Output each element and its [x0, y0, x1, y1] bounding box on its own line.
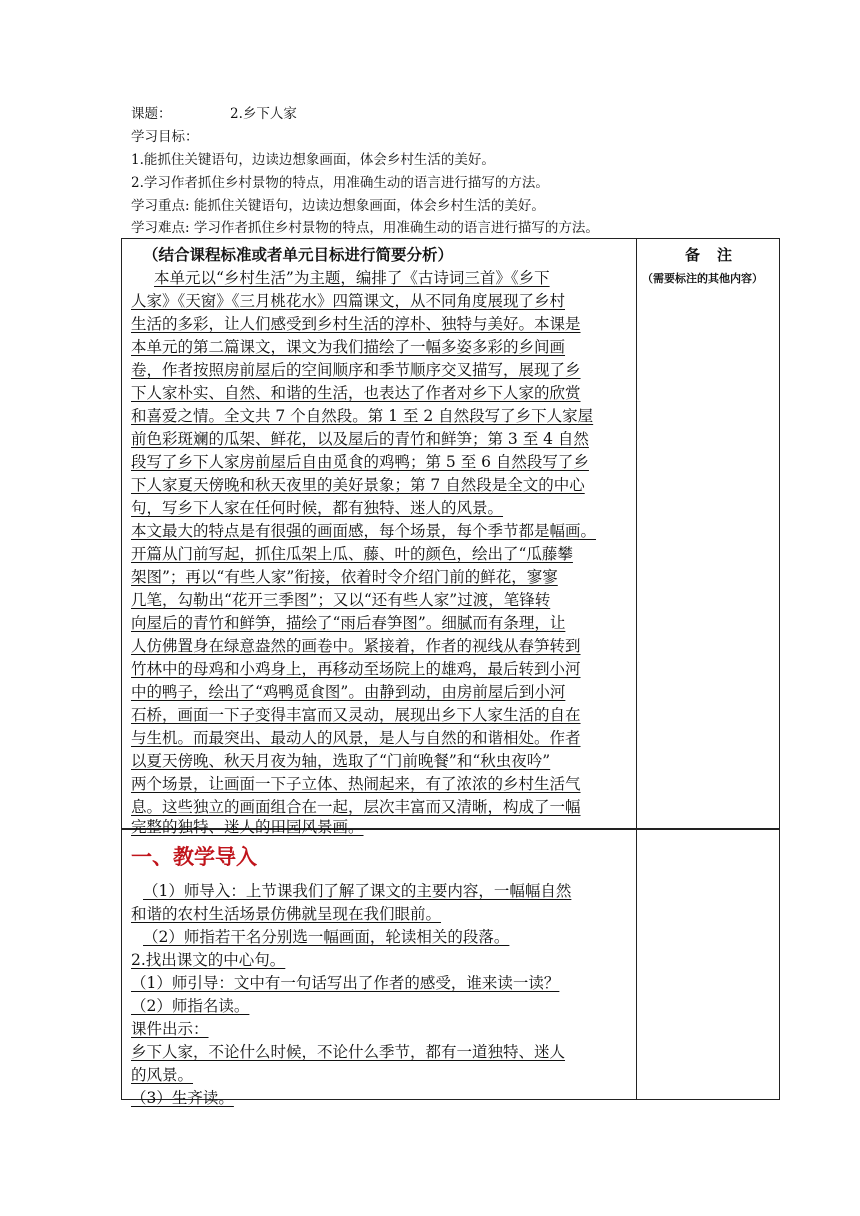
analysis-line: 本文最大的特点是有很强的画面感，每个场景，每个季节都是幅画。	[131, 522, 597, 540]
analysis-line: 生活的多彩，让人们感受到乡村生活的淳朴、独特与美好。本课是	[131, 315, 581, 333]
analysis-line: 句，写乡下人家在任何时候，都有独特、迷人的风景。	[131, 499, 504, 517]
analysis-line: 向屋后的青竹和鲜笋，描绘了“雨后春笋图”。细腻而有条理，让	[131, 614, 566, 632]
analysis-line: 开篇从门前写起，抓住瓜架上瓜、藤、叶的颜色，绘出了“瓜藤攀	[131, 545, 573, 563]
intro-line: 的风景。	[131, 1066, 194, 1084]
analysis-line: 与生机。而最突出、最动人的风景，是人与自然的和谐相处。作者	[131, 729, 581, 747]
difficulty: 学习难点: 学习作者抓住乡村景物的特点，用准确生动的语言进行描写的方法。	[131, 220, 599, 236]
analysis-line: 人仿佛置身在绿意盎然的画卷中。紧接着，作者的视线从春笋转到	[131, 637, 581, 655]
intro-line: （2）师指若干名分别选一幅画面，轮读相关的段落。	[143, 928, 510, 946]
intro-line: （1）师导入：上节课我们了解了课文的主要内容，一幅幅自然	[143, 882, 572, 900]
analysis-line: 架图”；再以“有些人家”衔接，依着时令介绍门前的鲜花，寥寥	[131, 568, 558, 586]
topic-value: 2.乡下人家	[230, 106, 297, 122]
intro-line: 2.找出课文的中心句。	[131, 951, 286, 969]
analysis-line: 石桥，画面一下子变得丰富而又灵动，展现出乡下人家生活的自在	[131, 706, 581, 724]
intro-line: （1）师引导：文中有一句话写出了作者的感受，谁来读一读？	[131, 974, 560, 992]
analysis-line: 息。这些独立的画面组合在一起，层次丰富而又清晰，构成了一幅	[131, 798, 581, 816]
analysis-line: 竹林中的母鸡和小鸡身上，再移动至场院上的雄鸡，最后转到小河	[131, 660, 581, 678]
analysis-line: 完整的独特、迷人的田园风景画。	[131, 818, 364, 836]
intro-line: 课件出示：	[131, 1020, 209, 1038]
analysis-line: 前色彩斑斓的瓜架、鲜花，以及屋后的青竹和鲜笋；第 3 至 4 自然	[131, 430, 589, 448]
intro-line: （2）师指名读。	[131, 997, 250, 1015]
analysis-line: 两个场景，让画面一下子立体、热闹起来，有了浓浓的乡村生活气	[131, 775, 581, 793]
analysis-line: 卷，作者按照房前屋后的空间顺序和季节顺序交叉描写，展现了乡	[131, 361, 581, 379]
intro-line: （3）生齐读。	[131, 1089, 234, 1107]
column-divider	[636, 239, 637, 1099]
topic-line	[131, 104, 771, 125]
goal-1: 1.能抓住关键语句，边读边想象画面，体会乡村生活的美好。	[131, 152, 495, 168]
intro-line: 乡下人家，不论什么时候，不论什么季节，都有一道独特、迷人	[131, 1043, 566, 1061]
key-point: 学习重点: 能抓住关键语句，边读边想象画面，体会乡村生活的美好。	[131, 198, 545, 214]
goal-2: 2.学习作者抓住乡村景物的特点，用准确生动的语言进行描写的方法。	[131, 175, 549, 191]
analysis-line: 段写了乡下人家房前屋后自由觅食的鸡鸭；第 5 至 6 自然段写了乡	[131, 453, 589, 471]
goals-label: 学习目标：	[131, 129, 199, 145]
analysis-line: 人家》《天窗》《三月桃花水》四篇课文，从不同角度展现了乡村	[131, 292, 566, 310]
topic-label: 课题：	[131, 106, 172, 122]
analysis-line: 下人家夏天傍晚和秋天夜里的美好景象；第 7 自然段是全文的中心	[131, 476, 585, 494]
intro-line: 和谐的农村生活场景仿佛就呈现在我们眼前。	[131, 905, 442, 923]
notes-subtitle: （需要标注的其他内容）	[642, 272, 763, 285]
analysis-line: 以夏天傍晚、秋天月夜为轴，选取了“门前晚餐”和“秋虫夜吟”	[131, 752, 551, 770]
analysis-line: 几笔，勾勒出“花开三季图”；又以“还有些人家”过渡，笔锋转	[131, 591, 551, 609]
notes-title: 备 注	[684, 246, 733, 264]
analysis-line: 本单元以“乡村生活”为主题，编排了《古诗词三首》《乡下	[154, 269, 550, 287]
analysis-line: 本单元的第二篇课文，课文为我们描绘了一幅多姿多彩的乡间画	[131, 338, 566, 356]
analysis-line: 下人家朴实、自然、和谐的生活，也表达了作者对乡下人家的欣赏	[131, 384, 581, 402]
analysis-line: 和喜爱之情。全文共 7 个自然段。第 1 至 2 自然段写了乡下人家屋	[131, 407, 594, 425]
analysis-line: 中的鸭子，绘出了“鸡鸭觅食图”。由静到动，由房前屋后到小河	[131, 683, 566, 701]
lesson-table	[121, 238, 780, 1107]
analysis-heading: （结合课程标准或者单元目标进行简要分析）	[143, 245, 454, 264]
section-title: 一、教学导入	[131, 845, 257, 869]
